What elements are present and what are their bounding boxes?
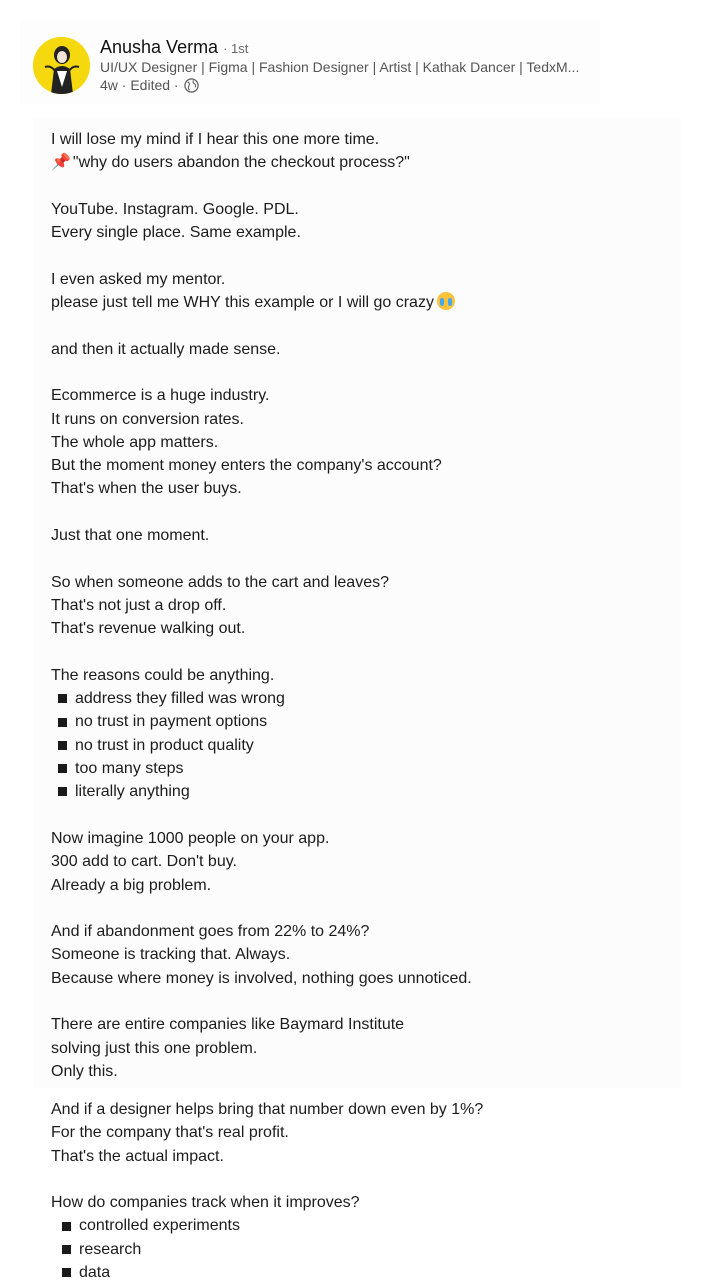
text-line: YouTube. Instagram. Google. PDL. (51, 200, 299, 218)
bullet-square-icon (58, 741, 67, 750)
text-line: Already a big problem. (51, 876, 212, 894)
text-line-pinned (51, 151, 691, 174)
bullet-item (51, 1238, 691, 1261)
text-line: That's the actual impact. (51, 1147, 224, 1165)
text-line: Just that one moment. (51, 527, 210, 545)
bullet-item (51, 1214, 691, 1237)
text-line: Only this. (51, 1062, 118, 1080)
bullet-text: data (79, 1264, 111, 1282)
bullet-square-icon (62, 1245, 71, 1254)
text-line: That's not just a drop off. (51, 596, 227, 614)
text-line: But the moment money enters the company's account? (51, 457, 442, 475)
bullet-item (51, 687, 691, 710)
avatar[interactable] (33, 37, 90, 94)
text-line: Every single place. Same example. (51, 224, 301, 242)
text-line: Because where money is involved, nothing goes unnoticed. (51, 969, 472, 987)
text-line: The reasons could be anything. (51, 666, 275, 684)
crying-face-icon (437, 292, 455, 310)
text-line: 300 add to cart. Don't buy. (51, 853, 237, 871)
avatar-illustration (33, 37, 90, 94)
text-line: So when someone adds to the cart and leaves? (51, 573, 389, 591)
bullet-square-icon (62, 1268, 71, 1277)
text-line: That's when the user buys. (51, 480, 242, 498)
author-name-row[interactable] (100, 37, 248, 58)
bullet-item (51, 734, 691, 757)
bullet-square-icon (62, 1222, 71, 1231)
text-line: The whole app matters. (51, 433, 219, 451)
post-meta (100, 77, 199, 93)
post-body-continued (51, 1098, 691, 1284)
author-headline: UI/UX Designer | Figma | Fashion Designer | Artist | Kathak Dancer | TedxM... (100, 59, 580, 75)
post-body (51, 128, 691, 1083)
post-header (20, 20, 600, 104)
text-line-emoji (51, 291, 691, 314)
post-timestamp: 4w · Edited · (100, 77, 179, 93)
text-line: And if a designer helps bring that number down even by 1%? (51, 1101, 484, 1118)
pushpin-icon: 📌 (51, 154, 71, 172)
bullet-item (51, 1261, 691, 1284)
bullet-text: address they filled was wrong (75, 690, 285, 708)
text-line: There are entire companies like Baymard Institute (51, 1016, 405, 1034)
bullet-square-icon (58, 718, 67, 727)
bullet-item (51, 757, 691, 780)
connection-degree: · 1st (223, 41, 249, 56)
bullet-square-icon (58, 694, 67, 703)
text-span: please just tell me WHY this example or I will go crazy (51, 294, 434, 312)
bullet-text: research (79, 1240, 142, 1258)
bullet-square-icon (58, 787, 67, 796)
text-line: solving just this one problem. (51, 1039, 258, 1057)
text-line: It runs on conversion rates. (51, 410, 244, 428)
author-name[interactable]: Anusha Verma (100, 37, 219, 57)
text-line: That's revenue walking out. (51, 620, 246, 638)
text-line: How do companies track when it improves? (51, 1194, 360, 1212)
text-line: And if abandonment goes from 22% to 24%? (51, 923, 370, 941)
globe-icon (184, 78, 199, 93)
text-line: I even asked my mentor. (51, 270, 226, 288)
bullet-item (51, 710, 691, 733)
text-line: and then it actually made sense. (51, 340, 281, 358)
bullet-text: no trust in product quality (75, 736, 254, 754)
bullet-item (51, 780, 691, 803)
text-line: Ecommerce is a huge industry. (51, 387, 270, 405)
bullet-text: too many steps (75, 760, 184, 778)
text-line: Now imagine 1000 people on your app. (51, 829, 330, 847)
pinned-question: "why do users abandon the checkout process?" (72, 154, 410, 172)
bullet-text: no trust in payment options (75, 713, 268, 731)
bullet-text: controlled experiments (79, 1217, 240, 1235)
text-line: I will lose my mind if I hear this one more time. (51, 131, 380, 148)
bullet-text: literally anything (75, 783, 190, 801)
bullet-square-icon (58, 764, 67, 773)
text-line: For the company that's real profit. (51, 1124, 289, 1142)
text-line: Someone is tracking that. Always. (51, 946, 291, 964)
